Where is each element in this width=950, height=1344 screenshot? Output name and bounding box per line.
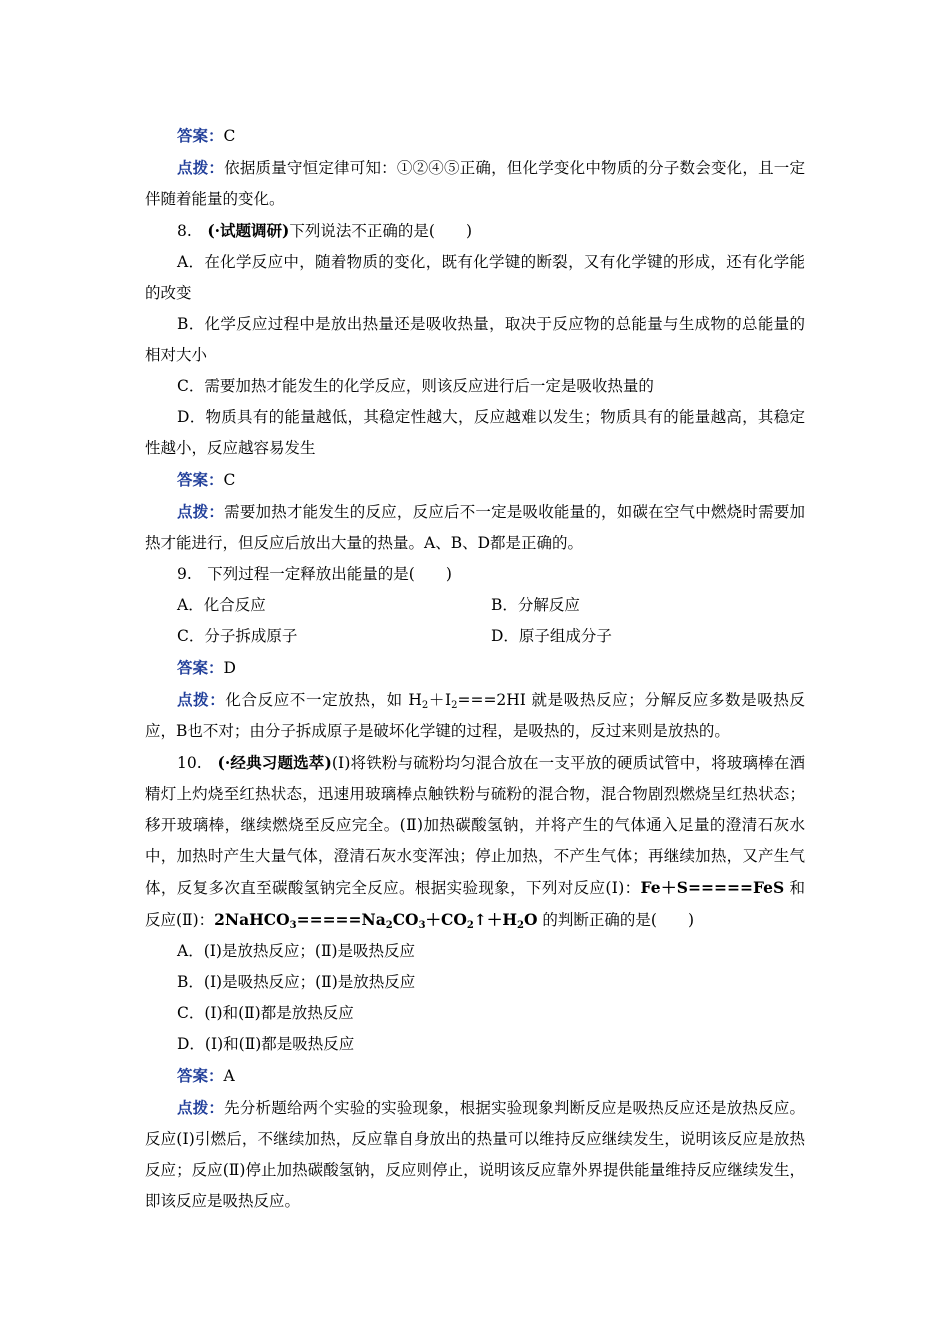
- question-9-option-a: A．化合反应: [177, 596, 266, 614]
- question-9-options-row-1: [145, 590, 805, 621]
- question-10-stem: 10. (·经典习题选萃)(Ⅰ)将铁粉与硫粉均匀混合放在一支平放的硬质试管中，将玻璃棒在酒精灯上灼烧至红热状态，迅速用玻璃棒点触铁粉与硫粉的混合物，混合物剧烈燃烧呈红热状态；移开玻璃棒，继续燃烧至反应完全。(Ⅱ)加热碳酸氢钠，并将产生的气体通入足量的澄清石灰水中，加热时产生大量气体，澄清石灰水变浑浊；停止加热，不产生气体；再继续加热，又产生气体，反复多次直至碳酸氢钠完全反应。根据实验现象，下列对反应(Ⅰ)：Fe＋S=====FeS 和反应(Ⅱ)：$2NaHCO_3=====Na_2CO_3+CO_2↑+H_2O$ 的判断正确的是( ): [145, 753, 805, 931]
- answer-value: D: [223, 659, 236, 677]
- explanation-label: 点拨：: [177, 1098, 225, 1117]
- explanation-8: [145, 496, 805, 559]
- question-10-option-d: D．(Ⅰ)和(Ⅱ)都是吸热反应: [177, 1035, 355, 1053]
- answer-label: 答案：: [177, 470, 224, 489]
- equation-1: Fe＋S=====FeS: [640, 878, 785, 897]
- explanation-text: 需要加热才能发生的反应，反应后不一定是吸收能量的，如碳在空气中燃烧时需要加热才能进行，但反应后放出大量的热量。A、B、D都是正确的。: [145, 503, 805, 552]
- explanation-text: 先分析题给两个实验的实验现象，根据实验现象判断反应是吸热反应还是放热反应。反应(Ⅰ)引燃后，不继续加热，反应靠自身放出的热量可以维持反应继续发生，说明该反应是放热反应；反应(Ⅱ)停止加热碳酸氢钠，反应则停止，说明该反应靠外界提供能量维持反应继续发生，即该反应是吸热反应。: [145, 1099, 805, 1210]
- question-9-option-b: B．分解反应: [491, 596, 580, 614]
- answer-label: 答案：: [177, 126, 224, 145]
- question-10-option-b: B．(Ⅰ)是吸热反应；(Ⅱ)是放热反应: [177, 973, 416, 991]
- question-9-option-d: D．原子组成分子: [491, 627, 612, 645]
- question-8-option-c: C．需要加热才能发生的化学反应，则该反应进行后一定是吸收热量的: [177, 377, 654, 395]
- question-8-option-d: D．物质具有的能量越低，其稳定性越大，反应越难以发生；物质具有的能量越高，其稳定性越小，反应越容易发生: [145, 408, 805, 457]
- explanation-label: 点拨：: [177, 158, 225, 177]
- explanation-9: 点拨：化合反应不一定放热，如 $H_2+I_2===2HI$ 就是吸热反应；分解反应多数是吸热反应，B也不对；由分子拆成原子是破坏化学键的过程，是吸热的，反过来则是放热的。: [145, 690, 805, 740]
- answer-7: [145, 120, 805, 152]
- equation-2: $2NaHCO_3=====Na_2CO_3+CO_2↑+H_2O$: [214, 910, 538, 931]
- answer-label: 答案：: [177, 1066, 224, 1085]
- answer-10: [145, 1060, 805, 1092]
- explanation-7: [145, 152, 805, 215]
- answer-value: C: [223, 471, 236, 489]
- document-page: [145, 120, 805, 1217]
- question-source: (·经典习题选萃): [217, 753, 332, 772]
- answer-8: [145, 464, 805, 496]
- explanation-text: 依据质量守恒定律可知：①②④⑤正确，但化学变化中物质的分子数会变化，且一定伴随着能量的变化。: [145, 159, 805, 208]
- question-source: (·试题调研): [207, 221, 290, 240]
- question-10-option-a: A．(Ⅰ)是放热反应；(Ⅱ)是吸热反应: [177, 942, 416, 960]
- answer-label: 答案：: [177, 658, 224, 677]
- question-8-stem: 8. (·试题调研)下列说法不正确的是( ): [177, 221, 472, 240]
- question-8-option-b: B．化学反应过程中是放出热量还是吸收热量，取决于反应物的总能量与生成物的总能量的相对大小: [145, 315, 805, 364]
- question-9-option-c: C．分子拆成原子: [177, 627, 298, 645]
- explanation-10: [145, 1092, 805, 1217]
- answer-value: A: [223, 1067, 235, 1085]
- answer-9: [145, 652, 805, 684]
- explanation-label: 点拨：: [177, 690, 226, 709]
- question-8-option-a: A．在化学反应中，随着物质的变化，既有化学键的断裂，又有化学键的形成，还有化学能的改变: [145, 253, 805, 302]
- answer-value: C: [223, 127, 236, 145]
- question-10-option-c: C．(Ⅰ)和(Ⅱ)都是放热反应: [177, 1004, 354, 1022]
- question-9-options-row-2: [145, 621, 805, 652]
- explanation-label: 点拨：: [177, 502, 225, 521]
- question-9-stem: 9. 下列过程一定释放出能量的是( ): [177, 565, 452, 583]
